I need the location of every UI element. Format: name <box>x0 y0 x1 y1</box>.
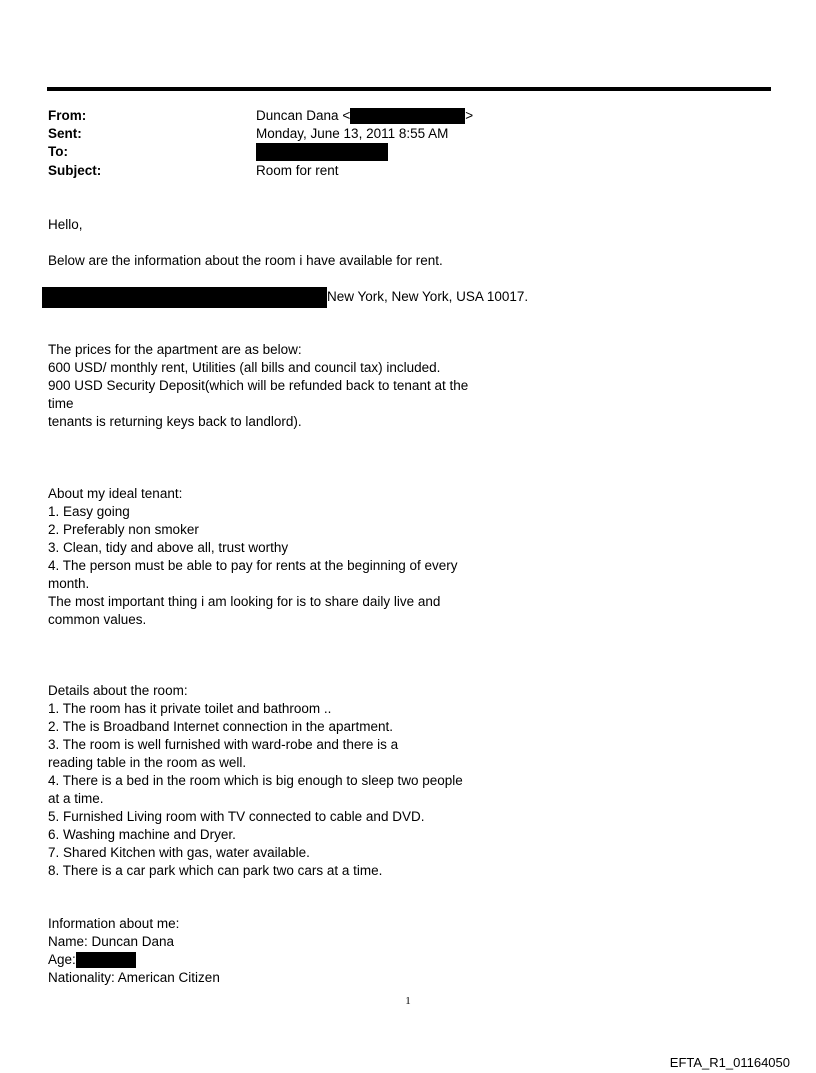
subject-label: Subject: <box>48 163 102 178</box>
room-line: 7. Shared Kitchen with gas, water available. <box>48 845 310 860</box>
tenant-line: 3. Clean, tidy and above all, trust worthy <box>48 540 289 555</box>
from-value: Duncan Dana < > <box>256 108 474 123</box>
room-line: at a time. <box>48 791 104 806</box>
prices-line: tenants is returning keys back to landlord). <box>48 414 302 429</box>
about-age: Age: <box>48 951 136 969</box>
about-nationality: Nationality: American Citizen <box>48 970 220 985</box>
room-line: 5. Furnished Living room with TV connected to cable and DVD. <box>48 809 425 824</box>
tenant-line: month. <box>48 576 90 591</box>
to-label: To: <box>48 144 68 159</box>
redacted-address <box>42 287 327 308</box>
from-label: From: <box>48 108 87 123</box>
room-line: 6. Washing machine and Dryer. <box>48 827 236 842</box>
redacted-age <box>76 952 136 968</box>
redacted-email <box>350 108 465 124</box>
sent-value: Monday, June 13, 2011 8:55 AM <box>256 126 449 141</box>
about-heading: Information about me: <box>48 916 180 931</box>
prices-line: time <box>48 396 74 411</box>
tenant-line: The most important thing i am looking for is to share daily live and <box>48 594 441 609</box>
tenant-line: 1. Easy going <box>48 504 130 519</box>
room-line: 8. There is a car park which can park two cars at a time. <box>48 863 383 878</box>
prices-line: 900 USD Security Deposit(which will be refunded back to tenant at the <box>48 378 469 393</box>
subject-value: Room for rent <box>256 163 339 178</box>
tenant-line: 2. Preferably non smoker <box>48 522 199 537</box>
about-name: Name: Duncan Dana <box>48 934 175 949</box>
room-line: 2. The is Broadband Internet connection in the apartment. <box>48 719 393 734</box>
tenant-line: 4. The person must be able to pay for rents at the beginning of every <box>48 558 458 573</box>
header-rule <box>47 87 771 91</box>
prices-line: The prices for the apartment are as below: <box>48 342 302 357</box>
tenant-line: About my ideal tenant: <box>48 486 183 501</box>
room-line: Details about the room: <box>48 683 188 698</box>
room-line: 4. There is a bed in the room which is big enough to sleep two people <box>48 773 463 788</box>
room-line: 3. The room is well furnished with ward-robe and there is a <box>48 737 399 752</box>
address-line <box>42 287 528 308</box>
room-line: 1. The room has it private toilet and bathroom .. <box>48 701 332 716</box>
address-tail: New York, New York, USA 10017. <box>327 289 529 305</box>
greeting: Hello, <box>48 217 83 232</box>
tenant-line: common values. <box>48 612 147 627</box>
page-number: 1 <box>405 995 411 1007</box>
from-name: Duncan Dana <box>256 108 339 123</box>
to-value <box>256 143 388 161</box>
intro: Below are the information about the room i have available for rent. <box>48 253 443 268</box>
redacted-recipient <box>256 143 388 161</box>
prices-line: 600 USD/ monthly rent, Utilities (all bills and council tax) included. <box>48 360 441 375</box>
room-line: reading table in the room as well. <box>48 755 247 770</box>
document-id: EFTA_R1_01164050 <box>669 1055 790 1070</box>
sent-label: Sent: <box>48 126 82 141</box>
